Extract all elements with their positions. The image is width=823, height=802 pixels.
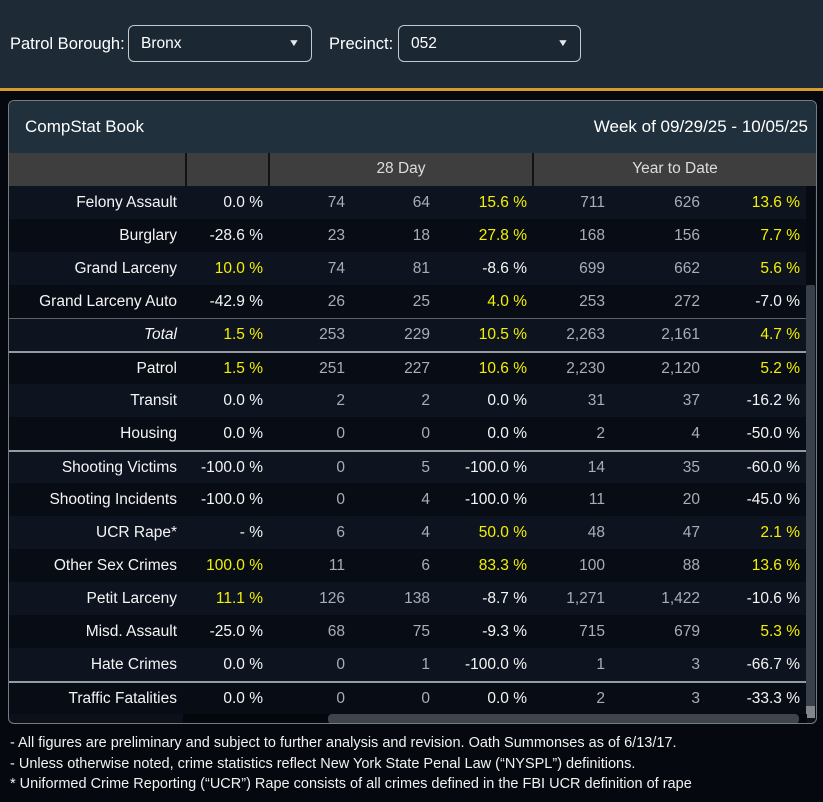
ytd-current-cell: 2,230 [566, 359, 605, 377]
table-row [9, 483, 808, 516]
table-row [9, 549, 808, 582]
28day-pct-cell: 83.3 % [478, 556, 527, 574]
28day-previous-cell: 2 [421, 391, 430, 409]
table-row [9, 285, 808, 318]
ytd-pct-cell: 13.6 % [751, 193, 800, 211]
ytd-pct-cell: 5.2 % [760, 359, 800, 377]
week-pct-cell: 0.0 % [223, 655, 263, 673]
ytd-pct-cell: -33.3 % [746, 689, 800, 707]
ytd-previous-cell: 272 [674, 292, 700, 310]
28day-pct-cell: 0.0 % [487, 391, 527, 409]
table-row [9, 318, 808, 351]
table-row [9, 384, 808, 417]
ytd-pct-cell: -7.0 % [755, 292, 800, 310]
table-row [9, 186, 808, 219]
header-28day: 28 Day [268, 153, 532, 186]
28day-pct-cell: 10.5 % [478, 326, 527, 343]
28day-previous-cell: 25 [412, 292, 430, 310]
ytd-current-cell: 2,263 [566, 326, 605, 343]
ytd-previous-cell: 47 [682, 523, 700, 541]
ytd-pct-cell: 5.3 % [760, 622, 800, 640]
28day-previous-cell: 227 [404, 359, 430, 377]
header-cell-empty-label [9, 153, 185, 186]
28day-current-cell: 68 [327, 622, 345, 640]
28day-previous-cell: 229 [404, 326, 430, 343]
ytd-previous-cell: 626 [674, 193, 700, 211]
ytd-current-cell: 2 [596, 689, 605, 707]
precinct-select[interactable] [398, 25, 581, 62]
week-pct-cell: -25.0 % [209, 622, 263, 640]
footnotes [10, 733, 815, 795]
ytd-previous-cell: 2,161 [661, 326, 700, 343]
28day-current-cell: 253 [319, 326, 345, 343]
footnote-line: - Unless otherwise noted, crime statistics reflect New York State Penal Law (“NYSPL”) definitions. [10, 755, 636, 772]
ytd-pct-cell: -60.0 % [746, 458, 800, 476]
ytd-previous-cell: 37 [682, 391, 700, 409]
ytd-previous-cell: 3 [691, 655, 700, 673]
row-label: Felony Assault [76, 193, 177, 211]
28day-previous-cell: 0 [421, 689, 430, 707]
ytd-current-cell: 715 [579, 622, 605, 640]
week-pct-cell: 0.0 % [223, 193, 263, 211]
28day-current-cell: 0 [336, 458, 345, 476]
28day-current-cell: 0 [336, 424, 345, 442]
ytd-pct-cell: 13.6 % [751, 556, 800, 574]
week-pct-cell: -42.9 % [209, 292, 263, 310]
row-label: Patrol [136, 359, 177, 377]
28day-previous-cell: 0 [421, 424, 430, 442]
week-pct-cell: 10.0 % [214, 259, 263, 277]
ytd-previous-cell: 88 [682, 556, 700, 574]
horizontal-scrollbar-thumb[interactable] [328, 714, 799, 724]
footnote-line: - All figures are preliminary and subject to further analysis and revision. Oath Summonses as of 6/13/17. [10, 735, 677, 751]
table-row [9, 351, 808, 384]
row-label: Misd. Assault [85, 622, 177, 640]
ytd-previous-cell: 1,422 [661, 589, 700, 607]
scrollbar-corner [806, 706, 815, 718]
28day-current-cell: 11 [328, 556, 345, 574]
28day-current-cell: 0 [336, 689, 345, 707]
28day-current-cell: 126 [319, 589, 345, 607]
header-year-to-date: Year to Date [532, 153, 816, 186]
ytd-previous-cell: 20 [682, 490, 700, 508]
28day-current-cell: 2 [336, 391, 345, 409]
28day-pct-cell: -100.0 % [464, 458, 527, 476]
ytd-current-cell: 2 [596, 424, 605, 442]
ytd-current-cell: 168 [579, 226, 605, 244]
row-label: Traffic Fatalities [68, 689, 177, 707]
28day-pct-cell: -8.7 % [482, 589, 527, 607]
ytd-previous-cell: 4 [691, 424, 700, 442]
28day-current-cell: 74 [327, 259, 345, 277]
28day-pct-cell: -9.3 % [482, 622, 527, 640]
ytd-previous-cell: 2,120 [661, 359, 700, 377]
week-pct-cell: 1.5 % [223, 359, 263, 377]
ytd-current-cell: 48 [587, 523, 605, 541]
28day-previous-cell: 75 [412, 622, 430, 640]
28day-current-cell: 251 [319, 359, 345, 377]
ytd-pct-cell: 7.7 % [760, 226, 800, 244]
ytd-current-cell: 253 [579, 292, 605, 310]
page-title: CompStat Book [25, 117, 145, 136]
table-row [9, 648, 808, 681]
accent-divider [0, 88, 823, 91]
ytd-previous-cell: 3 [691, 689, 700, 707]
28day-pct-cell: 0.0 % [487, 424, 527, 442]
week-pct-cell: - % [239, 523, 263, 541]
28day-previous-cell: 81 [412, 259, 430, 277]
ytd-pct-cell: 4.7 % [760, 326, 800, 343]
ytd-current-cell: 31 [587, 391, 605, 409]
28day-pct-cell: 10.6 % [478, 359, 527, 377]
28day-pct-cell: 15.6 % [478, 193, 527, 211]
28day-previous-cell: 64 [412, 193, 430, 211]
ytd-pct-cell: -16.2 % [746, 391, 800, 409]
table-row [9, 516, 808, 549]
ytd-pct-cell: 5.6 % [760, 259, 800, 277]
week-pct-cell: -28.6 % [209, 226, 263, 244]
ytd-pct-cell: -50.0 % [746, 424, 800, 442]
week-pct-cell: -100.0 % [200, 490, 263, 508]
patrol-borough-value: Bronx [141, 34, 182, 52]
28day-current-cell: 26 [327, 292, 345, 310]
28day-previous-cell: 4 [421, 490, 430, 508]
week-pct-cell: 11.1 % [215, 589, 263, 607]
week-pct-cell: 0.0 % [223, 391, 263, 409]
row-label: Grand Larceny Auto [39, 292, 177, 310]
28day-pct-cell: 27.8 % [478, 226, 527, 244]
ytd-current-cell: 1 [596, 655, 605, 673]
patrol-borough-label: Patrol Borough: [10, 35, 125, 53]
ytd-pct-cell: -45.0 % [746, 490, 800, 508]
28day-pct-cell: -100.0 % [464, 655, 527, 673]
row-label: Transit [130, 391, 177, 409]
column-header-row [9, 153, 816, 186]
28day-previous-cell: 5 [421, 458, 430, 476]
28day-current-cell: 0 [336, 655, 345, 673]
28day-current-cell: 74 [327, 193, 345, 211]
filter-bar [0, 0, 823, 88]
row-label: Hate Crimes [90, 655, 177, 673]
week-range-label: Week of 09/29/25 - 10/05/25 [593, 117, 808, 136]
row-label: Shooting Victims [61, 458, 177, 476]
28day-previous-cell: 4 [421, 523, 430, 541]
week-pct-cell: 100.0 % [206, 556, 263, 574]
row-label: UCR Rape* [96, 523, 177, 541]
patrol-borough-select[interactable] [128, 25, 312, 62]
ytd-pct-cell: -66.7 % [746, 655, 800, 673]
table-row [9, 582, 808, 615]
footnote-line: * Uniformed Crime Reporting (“UCR”) Rape consists of all crimes defined in the FBI UCR definition of rape [10, 776, 692, 792]
28day-current-cell: 23 [327, 226, 345, 244]
week-pct-cell: 0.0 % [223, 689, 263, 707]
vertical-scrollbar-thumb[interactable] [806, 285, 815, 709]
ytd-previous-cell: 679 [674, 622, 700, 640]
28day-pct-cell: -8.6 % [482, 259, 527, 277]
row-label: Shooting Incidents [49, 490, 177, 508]
table-row [9, 450, 808, 483]
table-row [9, 252, 808, 285]
ytd-pct-cell: -10.6 % [746, 589, 800, 607]
28day-pct-cell: -100.0 % [464, 490, 527, 508]
ytd-previous-cell: 35 [682, 458, 700, 476]
28day-pct-cell: 50.0 % [478, 523, 527, 541]
header-cell-empty-week [185, 153, 268, 186]
row-label: Burglary [119, 226, 177, 244]
table-row [9, 681, 808, 714]
ytd-previous-cell: 662 [674, 259, 700, 277]
horizontal-scrollbar-track[interactable] [183, 714, 807, 724]
week-pct-cell: 0.0 % [223, 424, 263, 442]
ytd-current-cell: 699 [579, 259, 605, 277]
chevron-down-icon: ▼ [287, 38, 301, 49]
table-row [9, 615, 808, 648]
row-label: Total [143, 326, 177, 343]
ytd-pct-cell: 2.1 % [760, 523, 800, 541]
week-pct-cell: -100.0 % [200, 458, 263, 476]
28day-current-cell: 0 [336, 490, 345, 508]
row-label: Petit Larceny [86, 589, 177, 607]
28day-pct-cell: 4.0 % [487, 292, 527, 310]
row-label: Grand Larceny [74, 259, 177, 277]
28day-previous-cell: 18 [412, 226, 430, 244]
28day-previous-cell: 1 [421, 655, 430, 673]
table-row [9, 417, 808, 450]
ytd-current-cell: 711 [580, 193, 605, 211]
ytd-current-cell: 11 [588, 490, 605, 508]
precinct-label: Precinct: [329, 35, 394, 53]
row-label: Other Sex Crimes [53, 556, 177, 574]
28day-pct-cell: 0.0 % [487, 689, 527, 707]
ytd-current-cell: 14 [587, 458, 605, 476]
28day-previous-cell: 6 [421, 556, 430, 574]
ytd-current-cell: 1,271 [566, 589, 605, 607]
table-row [9, 219, 808, 252]
week-pct-cell: 1.5 % [223, 326, 263, 343]
chevron-down-icon: ▼ [556, 38, 570, 49]
precinct-value: 052 [411, 34, 437, 52]
28day-previous-cell: 138 [404, 589, 430, 607]
table-body [9, 186, 816, 714]
compstat-table [8, 100, 817, 724]
ytd-current-cell: 100 [579, 556, 605, 574]
ytd-previous-cell: 156 [674, 226, 700, 244]
row-label: Housing [120, 424, 177, 442]
28day-current-cell: 6 [336, 523, 345, 541]
table-title-bar [9, 101, 816, 153]
